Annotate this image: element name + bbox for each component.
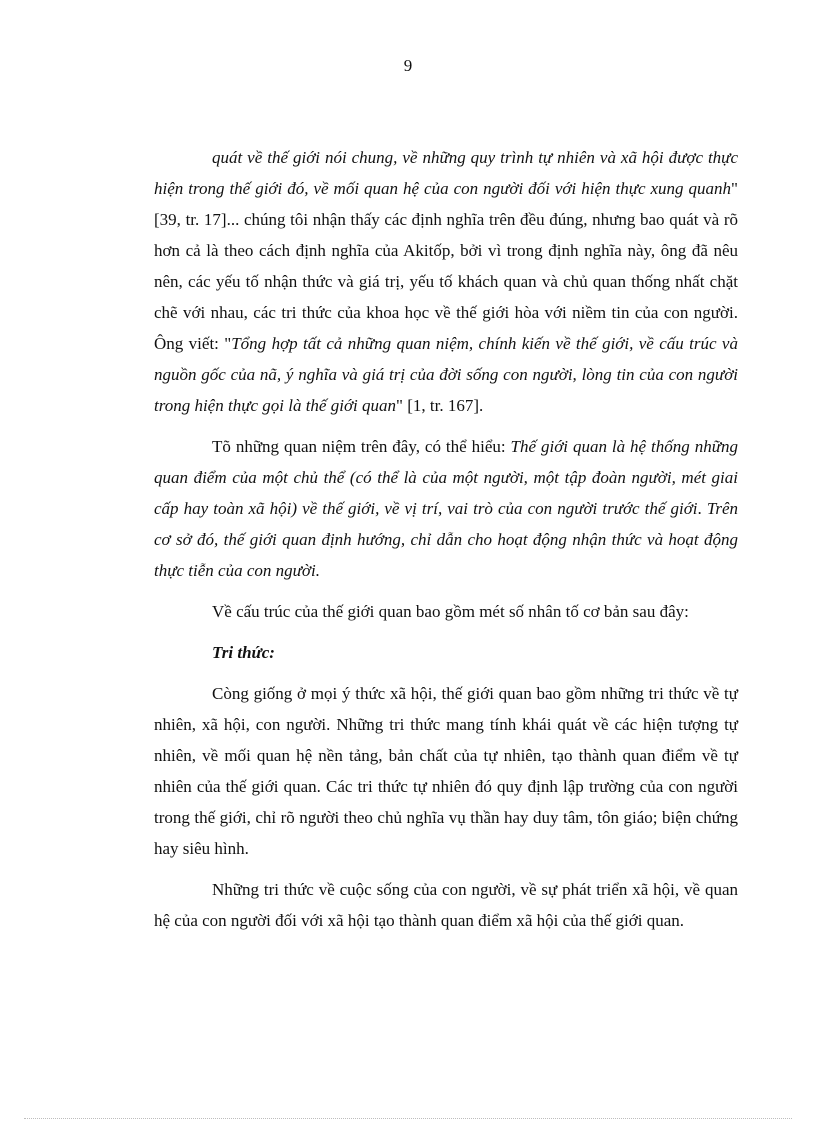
section-heading-knowledge: Tri thức: xyxy=(212,643,275,662)
paragraph-2 xyxy=(154,431,738,586)
worldview-role: Trên cơ sở đó, thế giới quan định hướng, chỉ dẫn cho hoạt động nhận thức và hoạt động thực tiễn của con người. xyxy=(154,499,739,580)
paragraph-2-intro: Tõ những quan niệm trên đây, có thể hiểu: xyxy=(212,437,511,456)
worldview-definition: Thế giới quan là hệ thống những quan điểm của một chủ thể (có thể là của một người, một tập đoàn người, mét giai cấp hay toàn xã hội) về thế giới, về vị trí, vai trò của con người trước thế giới xyxy=(154,437,738,518)
paragraph-3: Về cấu trúc của thế giới quan bao gồm mét số nhân tố cơ bản sau đây: xyxy=(212,602,689,621)
paragraph-1-text: " [39, tr. 17]... chúng tôi nhận thấy các định nghĩa trên đều đúng, nhưng bao quát và rõ hơn cả là theo cách định nghĩa của Akitốp, bởi vì trong định nghĩa này, ông đã nêu nên, các yếu tố nhận thức và giá trị, yếu tố khách quan và chủ quan thống nhất chặt chẽ với nhau, các tri thức của khoa học về thế giới hòa với niềm tin của con người. Ông viết: " xyxy=(154,179,738,353)
document-body xyxy=(154,142,738,946)
paragraph-1 xyxy=(154,142,738,421)
page-bottom-rule xyxy=(24,1118,792,1119)
quote-continuation: quát về thế giới nói chung, về những quy trình tự nhiên và xã hội được thực hiện trong thế giới đó, về mối quan hệ của con người đối với hiện thực xung quanh xyxy=(154,148,738,198)
paragraph-2-separator: . xyxy=(697,499,707,518)
paragraph-4: Còng giống ở mọi ý thức xã hội, thế giới quan bao gồm những tri thức về tự nhiên, xã hội, con người. Những tri thức mang tính khái quát về các hiện tượng tự nhiên, về mối quan hệ nền tảng, bản chất của tự nhiên, tạo thành quan điểm về tự nhiên của thế giới quan. Các tri thức tự nhiên đó quy định lập trường của con người trong thế giới, chỉ rõ người theo chủ nghĩa vụ thần hay duy tâm, tôn giáo; biện chứng hay siêu hình. xyxy=(154,684,738,858)
page-number: 9 xyxy=(403,56,413,75)
akitop-quote: Tổng hợp tất cả những quan niệm, chính kiến về thế giới, về cấu trúc và nguồn gốc của nã, ý nghĩa và giá trị của đời sống con người, lòng tin của con người trong hiện thực gọi là thế giới quan xyxy=(154,334,738,415)
citation: " [1, tr. 167]. xyxy=(396,396,484,415)
paragraph-5: Những tri thức về cuộc sống của con người, về sự phát triển xã hội, về quan hệ của con người đối với xã hội tạo thành quan điểm xã hội của thế giới quan. xyxy=(154,880,738,930)
